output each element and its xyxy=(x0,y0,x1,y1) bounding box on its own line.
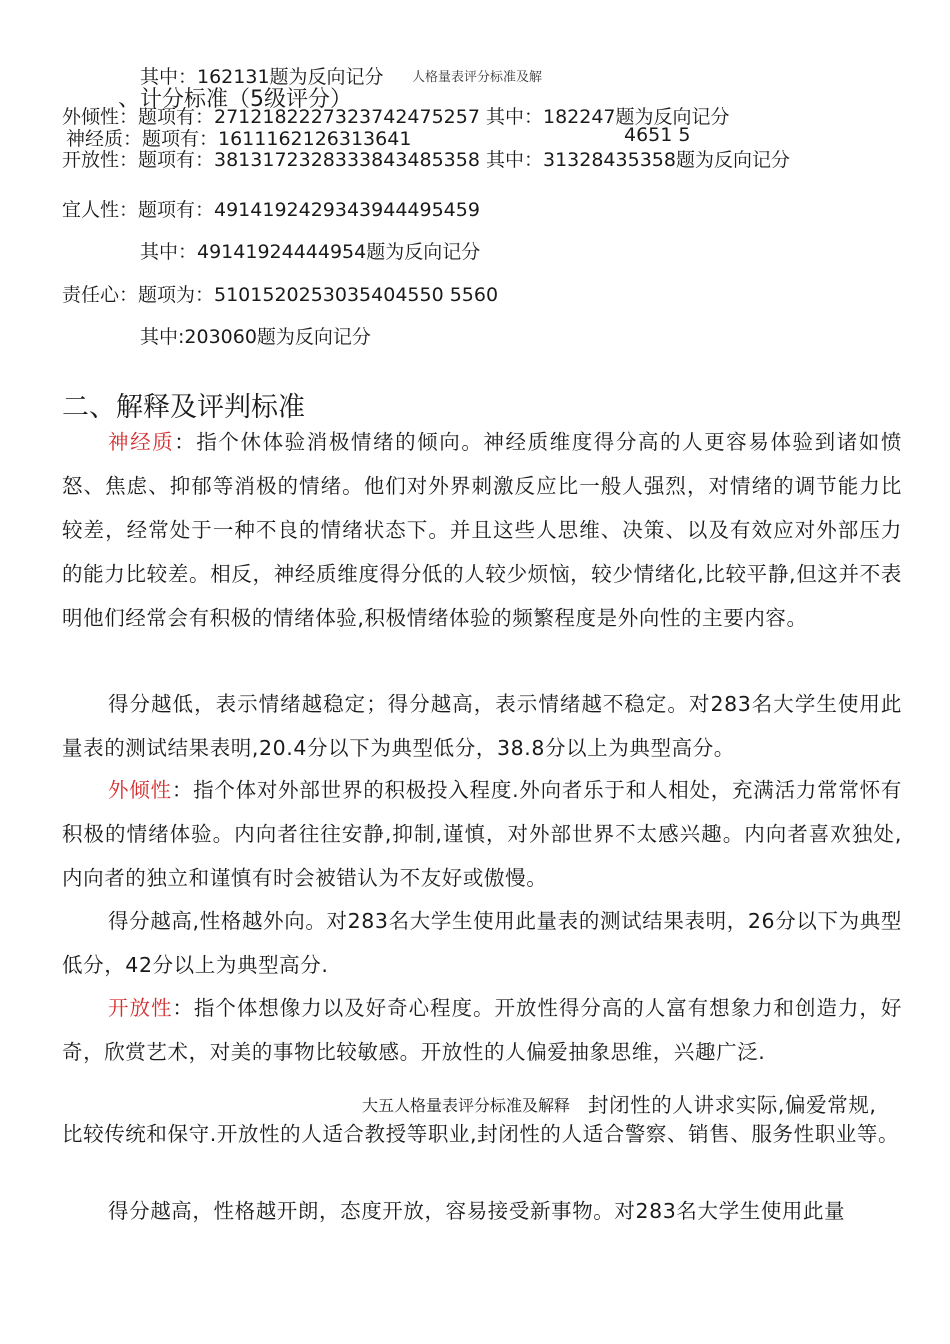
openness-score-paragraph: 得分越高，性格越开朗，态度开放，容易接受新事物。对283名大学生使用此量 xyxy=(108,1199,846,1223)
openness-paragraph xyxy=(62,986,902,1074)
neuroticism-items-tail: 4651 5 xyxy=(624,124,691,146)
extraversion-items: 外倾性：题项有：2712182227323742475257 其中：182247题为反向记分 xyxy=(62,106,730,128)
agreeableness-items: 宜人性：题项有：4914192429343944495459 xyxy=(62,199,480,221)
section2-title: 二、解释及评判标准 xyxy=(62,392,305,423)
section1-title: 、计分标准（5级评分） xyxy=(118,87,352,112)
neuroticism-text: ：指个休体验消极情绪的倾向。神经质维度得分高的人更容易体验到诸如愤怒、焦虑、抑郁等消极的情绪。他们对外界刺激反应比一般人强烈，对情绪的调节能力比较差，经常处于一种不良的情绪状态下。并且这些人思维、决策、以及有效应对外部压力的能力比较差。相反，神经质维度得分低的人较少烦恼，较少情绪化,比较平静,但这并不表明他们经常会有积极的情绪体验,积极情绪体验的频繁程度是外向性的主要内容。 xyxy=(62,430,902,630)
extraversion-label: 外倾性 xyxy=(108,778,172,802)
extraversion-text: ：指个体对外部世界的积极投入程度.外向者乐于和人相处，充满活力常常怀有积极的情绪体验。内向者往往安静,抑制,谨慎，对外部世界不太感兴趣。内向者喜欢独处,内向者的独立和谨慎有时会被错认为不友好或傲慢。 xyxy=(62,778,902,890)
openness-continued: 封闭性的人讲求实际,偏爱常规, xyxy=(588,1093,877,1117)
agreeableness-reverse: 其中：49141924444954题为反向记分 xyxy=(140,241,481,263)
openness-items: 开放性：题项有：3813172328333843485358 其中：31328435358题为反向记分 xyxy=(62,149,790,171)
openness-continued-paragraph: 比较传统和保守.开放性的人适合教授等职业,封闭性的人适合警察、销售、服务性职业等。 xyxy=(62,1122,900,1146)
openness-text: ：指个体想像力以及好奇心程度。开放性得分高的人富有想象力和创造力，好奇，欣赏艺术，对美的事物比较敏感。开放性的人偏爱抽象思维，兴趣广泛. xyxy=(62,996,902,1064)
inline-doc-header: 大五人格量表评分标准及解释 xyxy=(362,1096,571,1115)
extraversion-score-paragraph: 得分越高,性格越外向。对283名大学生使用此量表的测试结果表明，26分以下为典型低分，42分以上为典型高分. xyxy=(62,909,902,977)
neuroticism-items: 神经质：题项有：1611162126313641 xyxy=(66,128,412,150)
openness-label: 开放性 xyxy=(108,996,173,1020)
conscientiousness-items: 责任心：题项为：5101520253035404550 5560 xyxy=(62,284,499,306)
neuroticism-score-paragraph: 得分越低，表示情绪越稳定；得分越高，表示情绪越不稳定。对283名大学生使用此量表的测试结果表明,20.4分以下为典型低分，38.8分以上为典型高分。 xyxy=(62,692,902,760)
neuroticism-paragraph xyxy=(62,420,902,640)
garbled-doc-title: 人格量表评分标准及解 xyxy=(412,70,543,85)
conscientiousness-reverse: 其中:203060题为反向记分 xyxy=(140,326,371,348)
neuroticism-label: 神经质 xyxy=(108,430,175,454)
extraversion-paragraph xyxy=(62,768,902,900)
garbled-reverse-note: 其中：162131题为反向记分 xyxy=(140,66,384,88)
